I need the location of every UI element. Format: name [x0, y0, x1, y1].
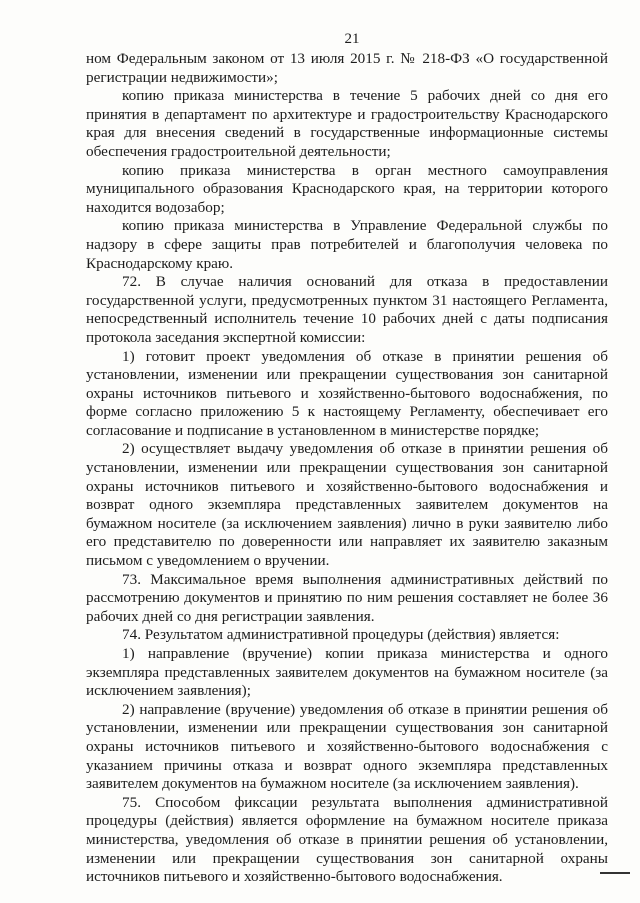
paragraph-73: 73. Максимальное время выполнения административных действий по рассмотрению документов и принятию по ним решения составляет не более 36 рабочих дней со дня регистрации заявления.	[86, 570, 608, 625]
paragraph-continuation: ном Федеральным законом от 13 июля 2015 г. № 218-ФЗ «О государственной регистрации недвижимости»;	[86, 50, 608, 86]
paragraph-72-item-2: 2) осуществляет выдачу уведомления об отказе в принятии решения об установлении, изменении или прекращении существования зон санитарной охраны источников питьевого и хозяйственно-бытового водоснабжения и возврат одного экземпляра представленных заявителем документов на бумажном носителе (за исключением заявления) лично в руки заявителю либо его представителю по доверенности или направляет их заявителю заказным письмом с уведомлением о вручении.	[86, 440, 608, 570]
paragraph-copy-architecture: копию приказа министерства в течение 5 рабочих дней со дня его принятия в департамент по архитектуре и градостроительству Краснодарского края для внесения сведений в государственные информационные системы обеспечения градостроительной деятельности;	[86, 87, 608, 160]
page-number: 21	[344, 31, 360, 47]
paragraph-copy-rospotrebnadzor: копию приказа министерства в Управление Федеральной службы по надзору в сфере защиты прав потребителей и благополучия человека по Краснодарскому краю.	[86, 217, 608, 272]
paragraph-copy-municipality: копию приказа министерства в орган местного самоуправления муниципального образования Краснодарского края, на территории которого находится водозабор;	[86, 161, 608, 216]
paragraph-74: 74. Результатом административной процедуры (действия) является:	[122, 626, 560, 644]
paragraph-74-item-2: 2) направление (вручение) уведомления об отказе в принятии решения об установлении, изменении или прекращении существования зон санитарной охраны источников питьевого и хозяйственно-бытового водоснабжения с указанием причины отказа и возврат одного экземпляра представленных заявителем документов на бумажном носителе (за исключением заявления).	[86, 700, 608, 793]
paragraph-72: 72. В случае наличия оснований для отказа в предоставлении государственной услуги, предусмотренных пунктом 31 настоящего Регламента, непосредственный исполнитель течение 10 рабочих дней с даты подписания протокола заседания экспертной комиссии:	[86, 273, 608, 346]
paragraph-72-item-1: 1) готовит проект уведомления об отказе в принятии решения об установлении, изменении или прекращении существования зон санитарной охраны источников питьевого и хозяйственно-бытового водоснабжения, по форме согласно приложению 5 к настоящему Регламенту, обеспечивает его согласование и подписание в установленном в министерстве порядке;	[86, 347, 608, 439]
scan-edge-mark	[600, 872, 630, 874]
paragraph-75: 75. Способом фиксации результата выполнения административной процедуры (действия) является оформление на бумажном носителе приказа министерства, уведомления об отказе в принятии решения об установлении, изменении или прекращении существования зон санитарной охраны источников питьевого и хозяйственно-бытового водоснабжения.	[86, 793, 608, 886]
paragraph-74-item-1: 1) направление (вручение) копии приказа министерства и одного экземпляра представленных заявителем документов на бумажном носителе (за исключением заявления);	[86, 645, 608, 700]
